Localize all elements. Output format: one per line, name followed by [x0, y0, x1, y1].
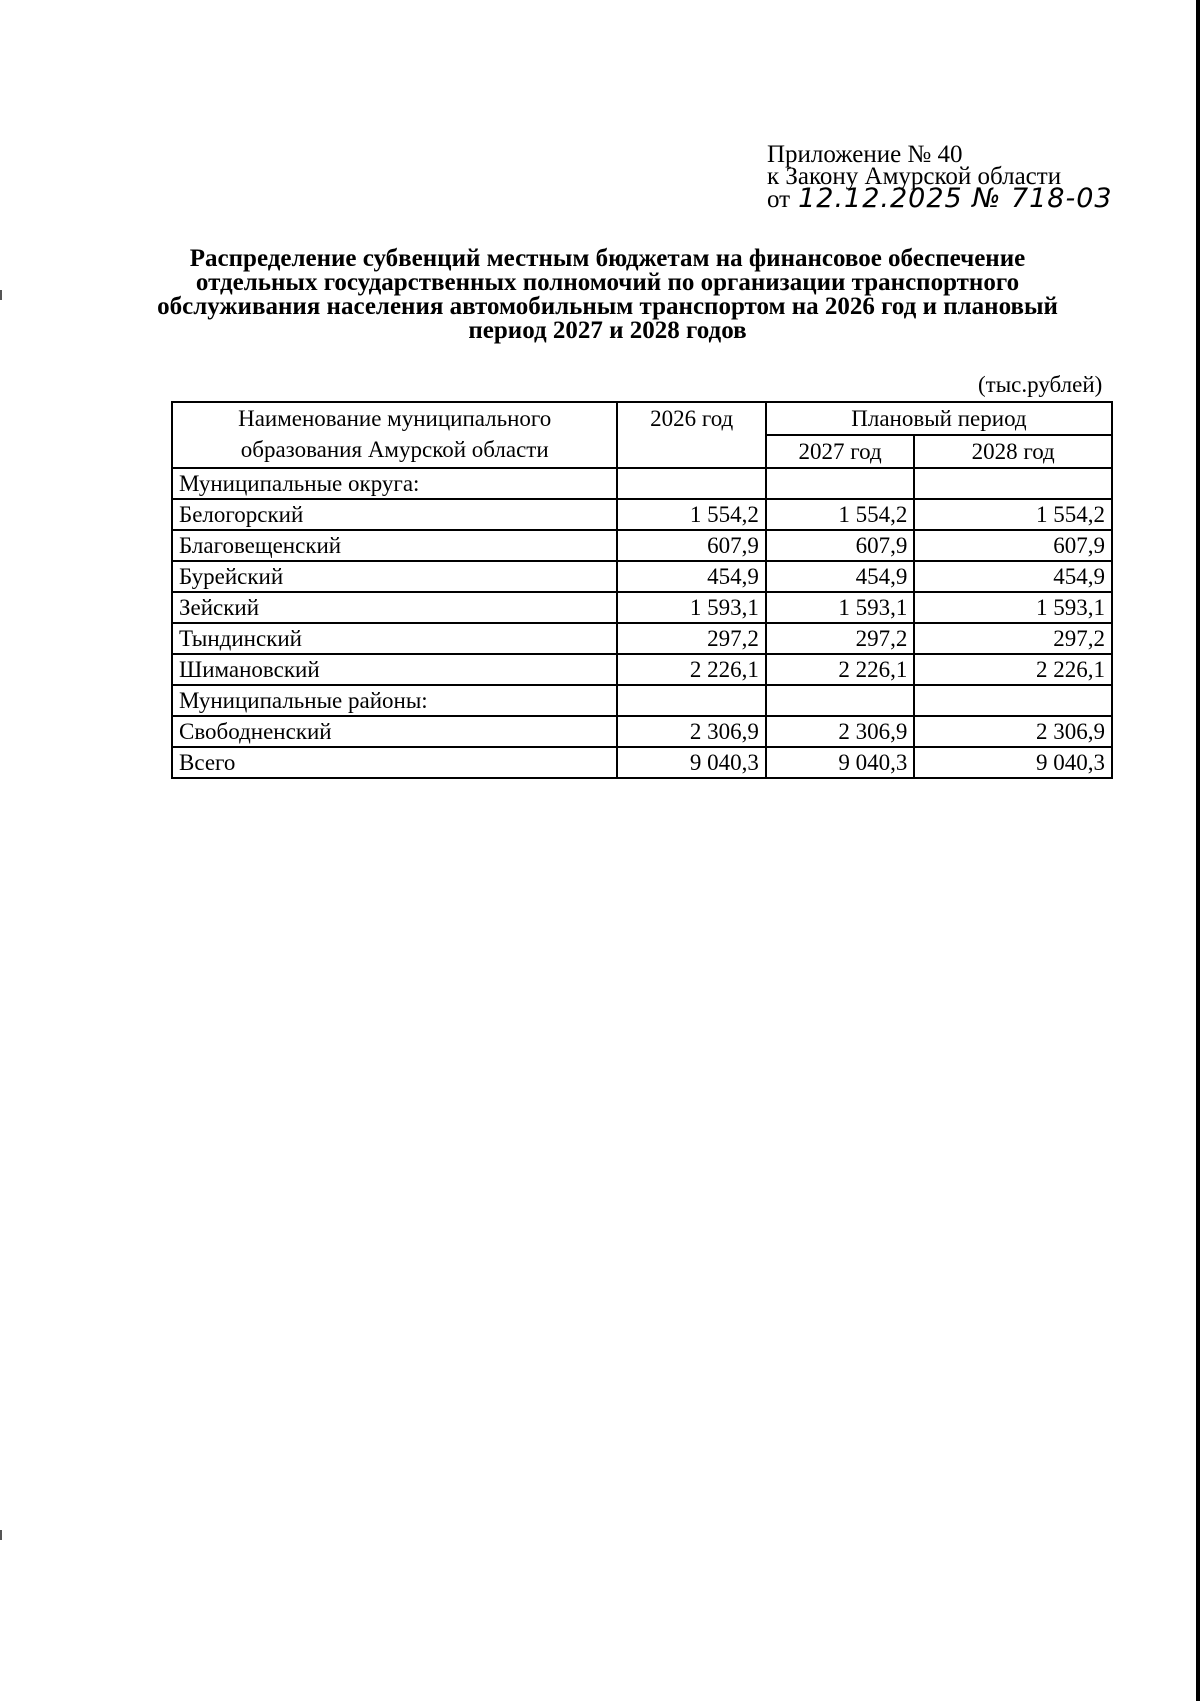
table-row — [172, 654, 1112, 685]
scan-edge-border — [1196, 0, 1200, 1701]
header-name: Наименование муниципального образования Амурской области — [172, 402, 617, 468]
handwritten-date-number: 12.12.2025 № 718-03 — [798, 183, 1113, 214]
row-name: Свободненский — [172, 716, 617, 747]
row-value-2027: 2 306,9 — [766, 716, 914, 747]
table-row — [172, 623, 1112, 654]
scan-edge-mark — [0, 1530, 2, 1540]
table-row — [172, 530, 1112, 561]
total-label: Всего — [172, 747, 617, 778]
row-value-2027: 454,9 — [766, 561, 914, 592]
total-2027: 9 040,3 — [766, 747, 914, 778]
row-value-2026: 1 554,2 — [617, 499, 765, 530]
appendix-date-prefix: от — [767, 186, 791, 213]
section-row — [172, 685, 1112, 716]
document-title: Распределение субвенций местным бюджетам на финансовое обеспечение отдельных государственных полномочий по организации транспортного обслуживания населения автомобильным транспортом на 2026 год и плановый период 2027 и 2028 годов — [157, 245, 1058, 344]
total-row — [172, 747, 1112, 778]
row-value-2028: 454,9 — [914, 561, 1112, 592]
units-label: (тыс.рублей) — [978, 372, 1103, 397]
row-value-2026: 1 593,1 — [617, 592, 765, 623]
row-value-2028: 2 306,9 — [914, 716, 1112, 747]
row-value-2027: 1 554,2 — [766, 499, 914, 530]
row-value-2026: 2 226,1 — [617, 654, 765, 685]
row-value-2026: 454,9 — [617, 561, 765, 592]
row-value-2027: 297,2 — [766, 623, 914, 654]
scan-edge-mark — [0, 290, 2, 300]
total-2026: 9 040,3 — [617, 747, 765, 778]
row-name: Бурейский — [172, 561, 617, 592]
table-row — [172, 561, 1112, 592]
appendix-number: Приложение № 40 — [767, 141, 963, 168]
subvention-table — [171, 401, 1113, 779]
table-row — [172, 716, 1112, 747]
table-row — [172, 592, 1112, 623]
row-value-2027: 2 226,1 — [766, 654, 914, 685]
row-value-2027: 607,9 — [766, 530, 914, 561]
header-planned-period: Плановый период — [766, 402, 1112, 435]
row-name: Тындинский — [172, 623, 617, 654]
row-name: Шимановский — [172, 654, 617, 685]
header-2026: 2026 год — [617, 402, 765, 468]
row-value-2028: 2 226,1 — [914, 654, 1112, 685]
header-2028: 2028 год — [914, 435, 1112, 468]
row-name: Зейский — [172, 592, 617, 623]
row-value-2028: 1 554,2 — [914, 499, 1112, 530]
total-2028: 9 040,3 — [914, 747, 1112, 778]
row-value-2028: 297,2 — [914, 623, 1112, 654]
row-name: Белогорский — [172, 499, 617, 530]
section-label: Муниципальные районы: — [172, 685, 617, 716]
table-row — [172, 499, 1112, 530]
row-value-2028: 607,9 — [914, 530, 1112, 561]
appendix-reference — [767, 141, 1113, 214]
row-value-2026: 297,2 — [617, 623, 765, 654]
row-value-2026: 607,9 — [617, 530, 765, 561]
section-label: Муниципальные округа: — [172, 468, 617, 499]
row-value-2028: 1 593,1 — [914, 592, 1112, 623]
row-name: Благовещенский — [172, 530, 617, 561]
appendix-law: к Закону Амурской области — [767, 163, 1062, 190]
appendix-date-line — [767, 183, 1113, 214]
row-value-2026: 2 306,9 — [617, 716, 765, 747]
section-row — [172, 468, 1112, 499]
row-value-2027: 1 593,1 — [766, 592, 914, 623]
header-2027: 2027 год — [766, 435, 914, 468]
